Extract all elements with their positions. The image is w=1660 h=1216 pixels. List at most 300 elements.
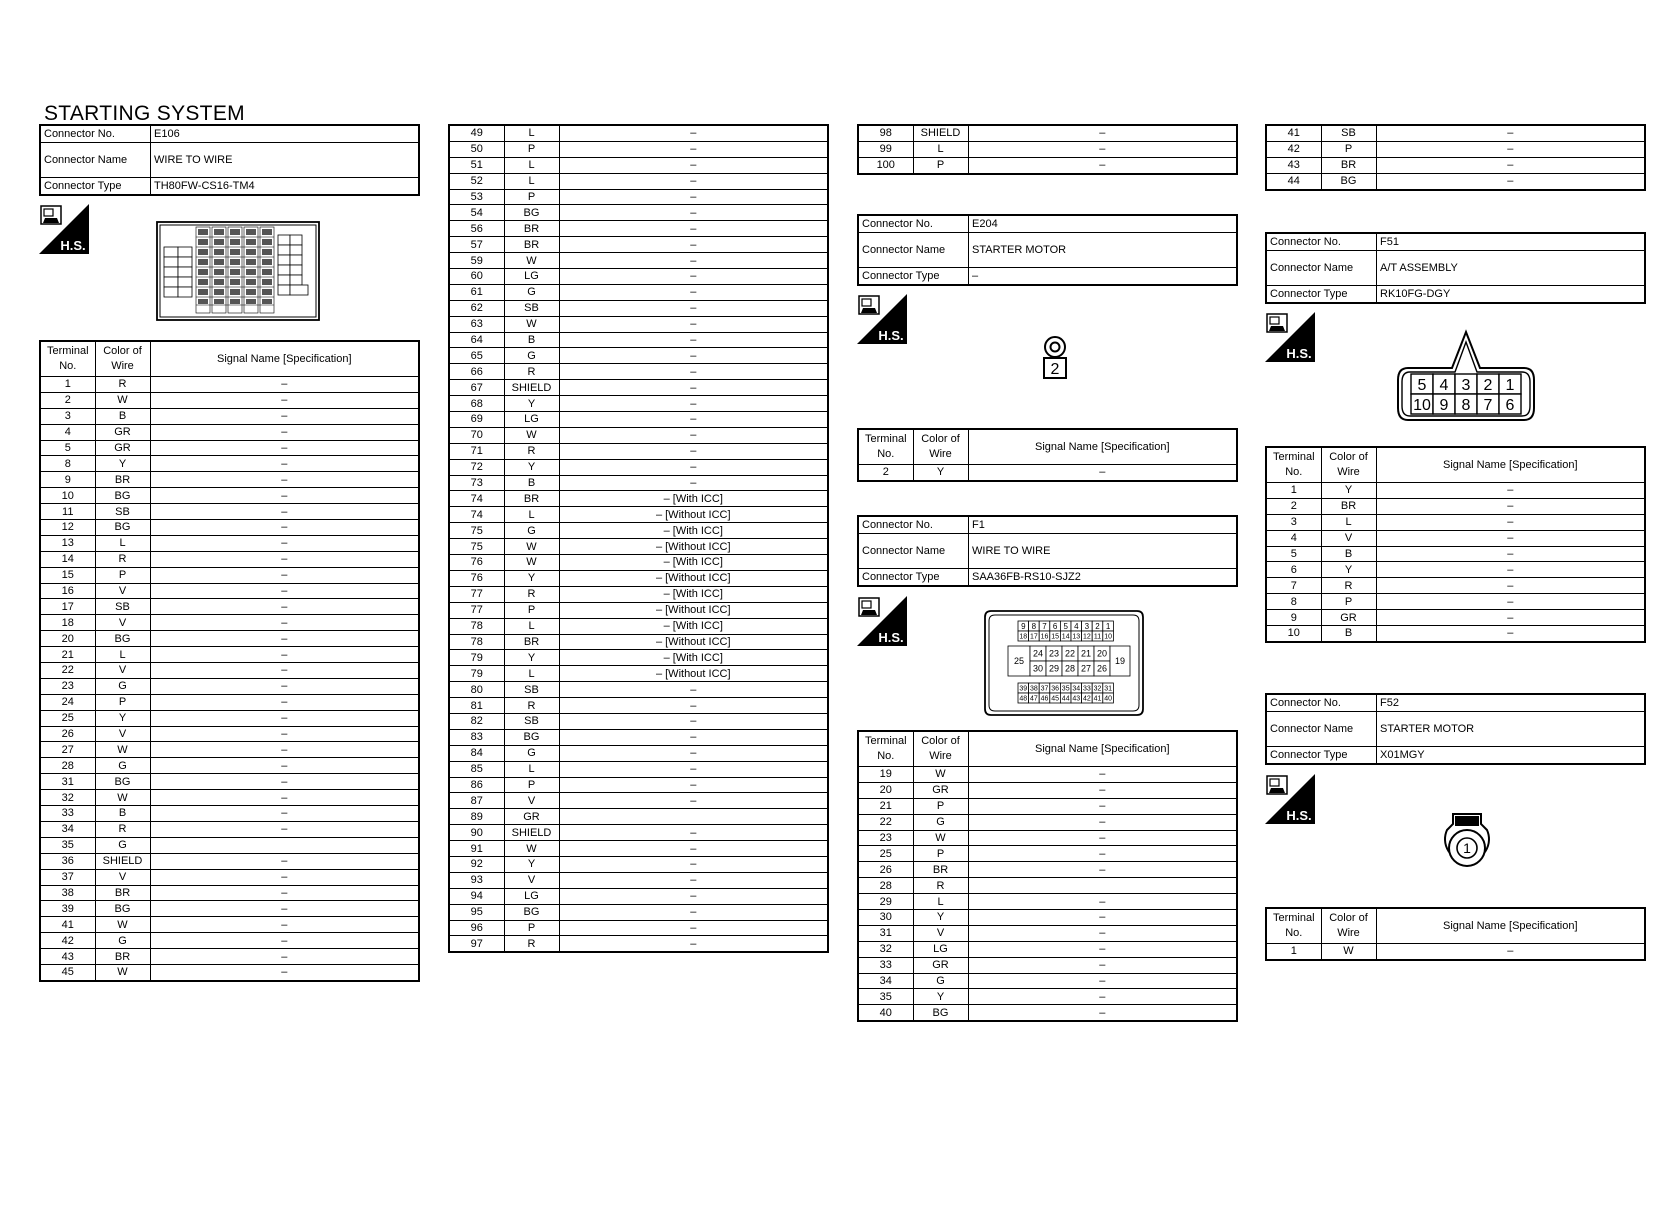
table-row: [40, 615, 419, 631]
wire-color-cell: BG: [504, 904, 559, 920]
signal-name-cell: –: [150, 885, 419, 901]
pin-label: 20: [1096, 648, 1108, 659]
wire-color-cell: BR: [95, 949, 150, 965]
pin-label: 7: [1483, 397, 1493, 414]
signal-name-cell: –: [150, 726, 419, 742]
terminal-no-cell: 76: [449, 570, 504, 586]
signal-name-cell: –: [1376, 578, 1645, 594]
hs-badge-e204: [857, 294, 907, 344]
signal-name-cell: –: [968, 910, 1237, 926]
terminal-no-cell: 41: [40, 917, 95, 933]
table-row: [449, 555, 828, 571]
f1-terminal-table-cont: [1265, 124, 1646, 191]
terminal-no-cell: 70: [449, 427, 504, 443]
pin-label: 23: [1048, 648, 1060, 659]
table-row: [449, 777, 828, 793]
table-row: [858, 782, 1237, 798]
wire-color-cell: SHIELD: [913, 125, 968, 141]
table-row: [40, 821, 419, 837]
table-row: [449, 205, 828, 221]
terminal-no-cell: 1: [1266, 944, 1321, 960]
terminal-no-cell: 92: [449, 856, 504, 872]
signal-name-cell: –: [559, 745, 828, 761]
signal-name-cell: –: [150, 758, 419, 774]
wire-color-cell: GR: [913, 957, 968, 973]
pin-label: 42: [1083, 695, 1091, 703]
wire-color-cell: W: [95, 742, 150, 758]
signal-name-cell: –: [968, 846, 1237, 862]
signal-name-cell: –: [559, 173, 828, 189]
signal-name-cell: –: [559, 205, 828, 221]
wire-color-cell: R: [95, 821, 150, 837]
wire-color-cell: P: [1321, 141, 1376, 157]
signal-name-cell: – [With ICC]: [559, 650, 828, 666]
wire-color-cell: R: [504, 443, 559, 459]
signal-name-cell: – [Without ICC]: [559, 666, 828, 682]
label-connector-no: Connector No.: [1266, 233, 1377, 251]
wire-color-cell: BG: [913, 1005, 968, 1021]
table-row: [858, 830, 1237, 846]
table-row: [40, 551, 419, 567]
wire-color-cell: BR: [504, 221, 559, 237]
pin-label: 43: [1072, 695, 1081, 703]
connector-f52-block: [1265, 693, 1646, 765]
wire-color-cell: Y: [95, 710, 150, 726]
pin-label: 4: [1074, 621, 1079, 631]
terminal-no-cell: 78: [449, 618, 504, 634]
table-row: [449, 443, 828, 459]
e204-pin-label: 2: [1050, 361, 1060, 378]
terminal-no-cell: 5: [1266, 546, 1321, 562]
signal-name-cell: –: [150, 551, 419, 567]
terminal-no-cell: 89: [449, 809, 504, 825]
wire-color-cell: P: [1321, 594, 1376, 610]
pin-label: 40: [1104, 695, 1112, 703]
svg-text:H.S.: H.S.: [1286, 808, 1312, 823]
table-row: [449, 523, 828, 539]
table-row: [40, 567, 419, 583]
table-row: [449, 173, 828, 189]
table-row: [858, 894, 1237, 910]
pin-label: 3: [1461, 377, 1471, 394]
table-row: [449, 332, 828, 348]
table-row: [449, 634, 828, 650]
signal-name-cell: –: [150, 456, 419, 472]
pin-label: 38: [1030, 685, 1038, 693]
signal-name-cell: – [With ICC]: [559, 586, 828, 602]
table-row: [40, 742, 419, 758]
table-row: [1266, 944, 1645, 960]
terminal-no-cell: 64: [449, 332, 504, 348]
wire-color-cell: P: [504, 602, 559, 618]
table-row: [40, 853, 419, 869]
terminal-no-cell: 10: [40, 488, 95, 504]
signal-name-cell: –: [1376, 514, 1645, 530]
terminal-no-cell: 97: [449, 936, 504, 952]
table-row: [40, 456, 419, 472]
table-row: [40, 726, 419, 742]
pin-label: 29: [1048, 663, 1060, 674]
signal-name-cell: –: [968, 465, 1237, 481]
signal-name-cell: – [With ICC]: [559, 491, 828, 507]
terminal-no-cell: 35: [40, 837, 95, 853]
terminal-no-cell: 41: [1266, 125, 1321, 141]
table-row: [449, 141, 828, 157]
terminal-no-cell: 62: [449, 300, 504, 316]
wire-color-cell: BG: [95, 520, 150, 536]
terminal-no-cell: 53: [449, 189, 504, 205]
pin-label: 30: [1032, 663, 1044, 674]
pin-label: 15: [1051, 633, 1059, 641]
table-row: [1266, 125, 1645, 141]
terminal-no-cell: 76: [449, 555, 504, 571]
table-row: [449, 793, 828, 809]
wire-color-cell: Y: [504, 856, 559, 872]
table-row: [449, 539, 828, 555]
wire-color-cell: Y: [913, 910, 968, 926]
table-row: [858, 465, 1237, 481]
pin-label: 11: [1093, 633, 1102, 641]
terminal-no-cell: 27: [40, 742, 95, 758]
connector-e204-info: [857, 214, 1238, 286]
signal-name-cell: –: [559, 316, 828, 332]
table-row: [40, 663, 419, 679]
signal-name-cell: –: [559, 872, 828, 888]
signal-name-cell: –: [559, 141, 828, 157]
terminal-no-cell: 4: [40, 424, 95, 440]
header-signal-name: Signal Name [Specification]: [968, 731, 1237, 767]
wire-color-cell: P: [504, 920, 559, 936]
terminal-no-cell: 37: [40, 869, 95, 885]
wire-color-cell: G: [913, 814, 968, 830]
wire-color-cell: W: [913, 830, 968, 846]
wire-color-cell: L: [504, 618, 559, 634]
table-row: [449, 745, 828, 761]
header-color-of-wire: Color of Wire: [95, 341, 150, 377]
signal-name-cell: –: [1376, 125, 1645, 141]
terminal-no-cell: 23: [858, 830, 913, 846]
pin-label: 24: [1032, 648, 1044, 659]
table-row: [1266, 157, 1645, 173]
table-row: [1266, 173, 1645, 189]
signal-name-cell: –: [150, 774, 419, 790]
table-row: [449, 729, 828, 745]
wire-color-cell: G: [504, 348, 559, 364]
wire-color-cell: BR: [1321, 498, 1376, 514]
terminal-no-cell: 20: [40, 631, 95, 647]
wire-color-cell: P: [913, 157, 968, 173]
label-connector-name: Connector Name: [858, 534, 969, 569]
signal-name-cell: –: [559, 459, 828, 475]
table-row: [449, 284, 828, 300]
column-1: [39, 124, 420, 196]
e106-terminal-table-c: [857, 124, 1238, 175]
pin-label: 10: [1413, 397, 1431, 414]
signal-name-cell: –: [150, 647, 419, 663]
signal-name-cell: –: [559, 412, 828, 428]
terminal-no-cell: 78: [449, 634, 504, 650]
signal-name-cell: –: [559, 713, 828, 729]
pin-label: 9: [1021, 621, 1026, 631]
table-row: [40, 790, 419, 806]
signal-name-cell: –: [150, 631, 419, 647]
terminal-no-cell: 90: [449, 825, 504, 841]
wire-color-cell: P: [504, 777, 559, 793]
terminal-no-cell: 49: [449, 125, 504, 141]
pin-label: 39: [1019, 685, 1028, 693]
signal-name-cell: –: [150, 790, 419, 806]
page-title: STARTING SYSTEM: [44, 102, 245, 125]
wire-color-cell: B: [95, 408, 150, 424]
table-row: [449, 856, 828, 872]
signal-name-cell: –: [559, 237, 828, 253]
svg-text:H.S.: H.S.: [878, 328, 904, 343]
terminal-no-cell: 3: [40, 408, 95, 424]
terminal-no-cell: 77: [449, 586, 504, 602]
wire-color-cell: G: [95, 933, 150, 949]
signal-name-cell: –: [968, 957, 1237, 973]
terminal-no-cell: 87: [449, 793, 504, 809]
signal-name-cell: –: [559, 777, 828, 793]
terminal-no-cell: 54: [449, 205, 504, 221]
wire-color-cell: Y: [95, 456, 150, 472]
terminal-no-cell: 22: [40, 663, 95, 679]
label-connector-type: Connector Type: [1266, 286, 1377, 304]
table-row: [40, 774, 419, 790]
terminal-no-cell: 93: [449, 872, 504, 888]
table-row: [40, 408, 419, 424]
signal-name-cell: –: [150, 806, 419, 822]
terminal-no-cell: 68: [449, 396, 504, 412]
signal-name-cell: –: [1376, 594, 1645, 610]
signal-name-cell: –: [150, 567, 419, 583]
wire-color-cell: W: [913, 767, 968, 783]
wire-color-cell: W: [95, 917, 150, 933]
table-row: [1266, 498, 1645, 514]
terminal-no-cell: 15: [40, 567, 95, 583]
signal-name-cell: –: [1376, 610, 1645, 626]
header-color-of-wire: Color of Wire: [913, 731, 968, 767]
wire-color-cell: BG: [95, 631, 150, 647]
wire-color-cell: BR: [95, 885, 150, 901]
signal-name-cell: –: [1376, 498, 1645, 514]
table-row: [449, 618, 828, 634]
signal-name-cell: –: [968, 830, 1237, 846]
f51-terminal-table: [1265, 446, 1646, 643]
wire-color-cell: BR: [913, 862, 968, 878]
table-row: [858, 767, 1237, 783]
table-row: [449, 459, 828, 475]
wire-color-cell: L: [504, 507, 559, 523]
signal-name-cell: – [Without ICC]: [559, 602, 828, 618]
terminal-no-cell: 28: [40, 758, 95, 774]
wire-color-cell: V: [95, 869, 150, 885]
table-row: [1266, 626, 1645, 642]
terminal-no-cell: 26: [40, 726, 95, 742]
wire-color-cell: V: [1321, 530, 1376, 546]
connector-f1-block: [857, 515, 1238, 587]
label-connector-type: Connector Type: [1266, 747, 1377, 765]
svg-text:H.S.: H.S.: [878, 630, 904, 645]
connector-no-value: F1: [969, 516, 1238, 534]
terminal-no-cell: 96: [449, 920, 504, 936]
wire-color-cell: BG: [95, 488, 150, 504]
terminal-no-cell: 2: [40, 392, 95, 408]
terminal-no-cell: 31: [858, 925, 913, 941]
table-row: [449, 872, 828, 888]
hs-badge-f1: [857, 596, 907, 646]
table-row: [449, 253, 828, 269]
signal-name-cell: –: [150, 964, 419, 980]
signal-name-cell: –: [559, 284, 828, 300]
pin-label: 26: [1096, 663, 1108, 674]
wire-color-cell: BG: [504, 729, 559, 745]
wire-color-cell: GR: [95, 424, 150, 440]
pin-label: 3: [1084, 621, 1090, 631]
svg-text:H.S.: H.S.: [60, 238, 86, 253]
wire-color-cell: R: [95, 551, 150, 567]
wire-color-cell: BR: [504, 491, 559, 507]
wire-color-cell: R: [504, 586, 559, 602]
wire-color-cell: Y: [504, 650, 559, 666]
wire-color-cell: L: [1321, 514, 1376, 530]
terminal-no-cell: 3: [1266, 514, 1321, 530]
connector-no-value: E204: [969, 215, 1238, 233]
connector-type-value: SAA36FB-RS10-SJZ2: [969, 569, 1238, 587]
pin-label: 6: [1505, 397, 1515, 414]
terminal-no-cell: 8: [40, 456, 95, 472]
wire-color-cell: Y: [913, 989, 968, 1005]
table-row: [449, 237, 828, 253]
terminal-no-cell: 21: [858, 798, 913, 814]
pin-label: 32: [1093, 685, 1102, 693]
wire-color-cell: SB: [504, 682, 559, 698]
wire-color-cell: BG: [1321, 173, 1376, 189]
header-terminal-no: Terminal No.: [858, 731, 913, 767]
terminal-no-cell: 36: [40, 853, 95, 869]
signal-name-cell: –: [1376, 546, 1645, 562]
table-row: [40, 869, 419, 885]
wire-color-cell: Y: [504, 459, 559, 475]
signal-name-cell: –: [150, 504, 419, 520]
table-row: [858, 846, 1237, 862]
table-row: [449, 841, 828, 857]
table-row: [449, 825, 828, 841]
wire-color-cell: V: [95, 615, 150, 631]
table-row: [449, 904, 828, 920]
table-row: [858, 862, 1237, 878]
signal-name-cell: –: [1376, 483, 1645, 499]
table-row: [858, 973, 1237, 989]
terminal-no-cell: 5: [40, 440, 95, 456]
header-signal-name: Signal Name [Specification]: [1376, 447, 1645, 483]
wire-color-cell: B: [1321, 546, 1376, 562]
table-row: [449, 380, 828, 396]
hs-icon: [857, 294, 907, 344]
terminal-no-cell: 20: [858, 782, 913, 798]
table-row: [449, 269, 828, 285]
pin-label: 45: [1051, 695, 1059, 703]
signal-name-cell: – [Without ICC]: [559, 634, 828, 650]
table-row: [40, 377, 419, 393]
terminal-no-cell: 26: [858, 862, 913, 878]
table-row: [449, 761, 828, 777]
terminal-no-cell: 75: [449, 523, 504, 539]
signal-name-cell: –: [968, 782, 1237, 798]
terminal-no-cell: 56: [449, 221, 504, 237]
table-row: [40, 599, 419, 615]
pin-label: 17: [1030, 633, 1038, 641]
table-row: [40, 694, 419, 710]
signal-name-cell: –: [559, 729, 828, 745]
wire-color-cell: W: [504, 427, 559, 443]
wire-color-cell: W: [95, 964, 150, 980]
signal-name-cell: –: [150, 377, 419, 393]
wire-color-cell: R: [1321, 578, 1376, 594]
connector-f52-info: [1265, 693, 1646, 765]
signal-name-cell: –: [150, 917, 419, 933]
table-row: [40, 392, 419, 408]
signal-name-cell: –: [150, 663, 419, 679]
wire-color-cell: LG: [504, 269, 559, 285]
terminal-no-cell: 30: [858, 910, 913, 926]
terminal-no-cell: 65: [449, 348, 504, 364]
pin-label: 1: [1505, 377, 1515, 394]
f51-connector-diagram: [1396, 328, 1536, 427]
table-row: [40, 678, 419, 694]
label-connector-type: Connector Type: [858, 268, 969, 286]
table-row: [1266, 530, 1645, 546]
terminal-no-cell: 60: [449, 269, 504, 285]
pin-label: 19: [1114, 656, 1126, 667]
table-row: [858, 878, 1237, 894]
terminal-no-cell: 75: [449, 539, 504, 555]
table-row: [40, 901, 419, 917]
signal-name-cell: –: [559, 682, 828, 698]
signal-name-cell: – [With ICC]: [559, 618, 828, 634]
wire-color-cell: L: [913, 141, 968, 157]
wire-color-cell: SB: [504, 713, 559, 729]
wire-color-cell: L: [913, 894, 968, 910]
pin-label: 28: [1064, 663, 1076, 674]
header-color-of-wire: Color of Wire: [1321, 447, 1376, 483]
terminal-no-cell: 8: [1266, 594, 1321, 610]
signal-name-cell: –: [559, 920, 828, 936]
f1-connector-diagram: [983, 609, 1145, 722]
hs-badge-e106: [39, 204, 89, 254]
pin-label: 27: [1080, 663, 1092, 674]
signal-name-cell: –: [150, 408, 419, 424]
table-row: [40, 917, 419, 933]
pin-label: 14: [1061, 633, 1070, 641]
signal-name-cell: –: [559, 189, 828, 205]
table-row: [1266, 141, 1645, 157]
terminal-no-cell: 69: [449, 412, 504, 428]
table-row: [858, 989, 1237, 1005]
signal-name-cell: –: [559, 364, 828, 380]
signal-name-cell: –: [559, 332, 828, 348]
terminal-no-cell: 35: [858, 989, 913, 1005]
wire-color-cell: Y: [1321, 483, 1376, 499]
connector-no-value: F52: [1377, 694, 1646, 712]
terminal-no-cell: 42: [40, 933, 95, 949]
terminal-no-cell: 1: [1266, 483, 1321, 499]
table-row: [449, 189, 828, 205]
signal-name-cell: –: [1376, 530, 1645, 546]
signal-name-cell: –: [150, 869, 419, 885]
wire-color-cell: L: [504, 761, 559, 777]
wire-color-cell: P: [913, 846, 968, 862]
